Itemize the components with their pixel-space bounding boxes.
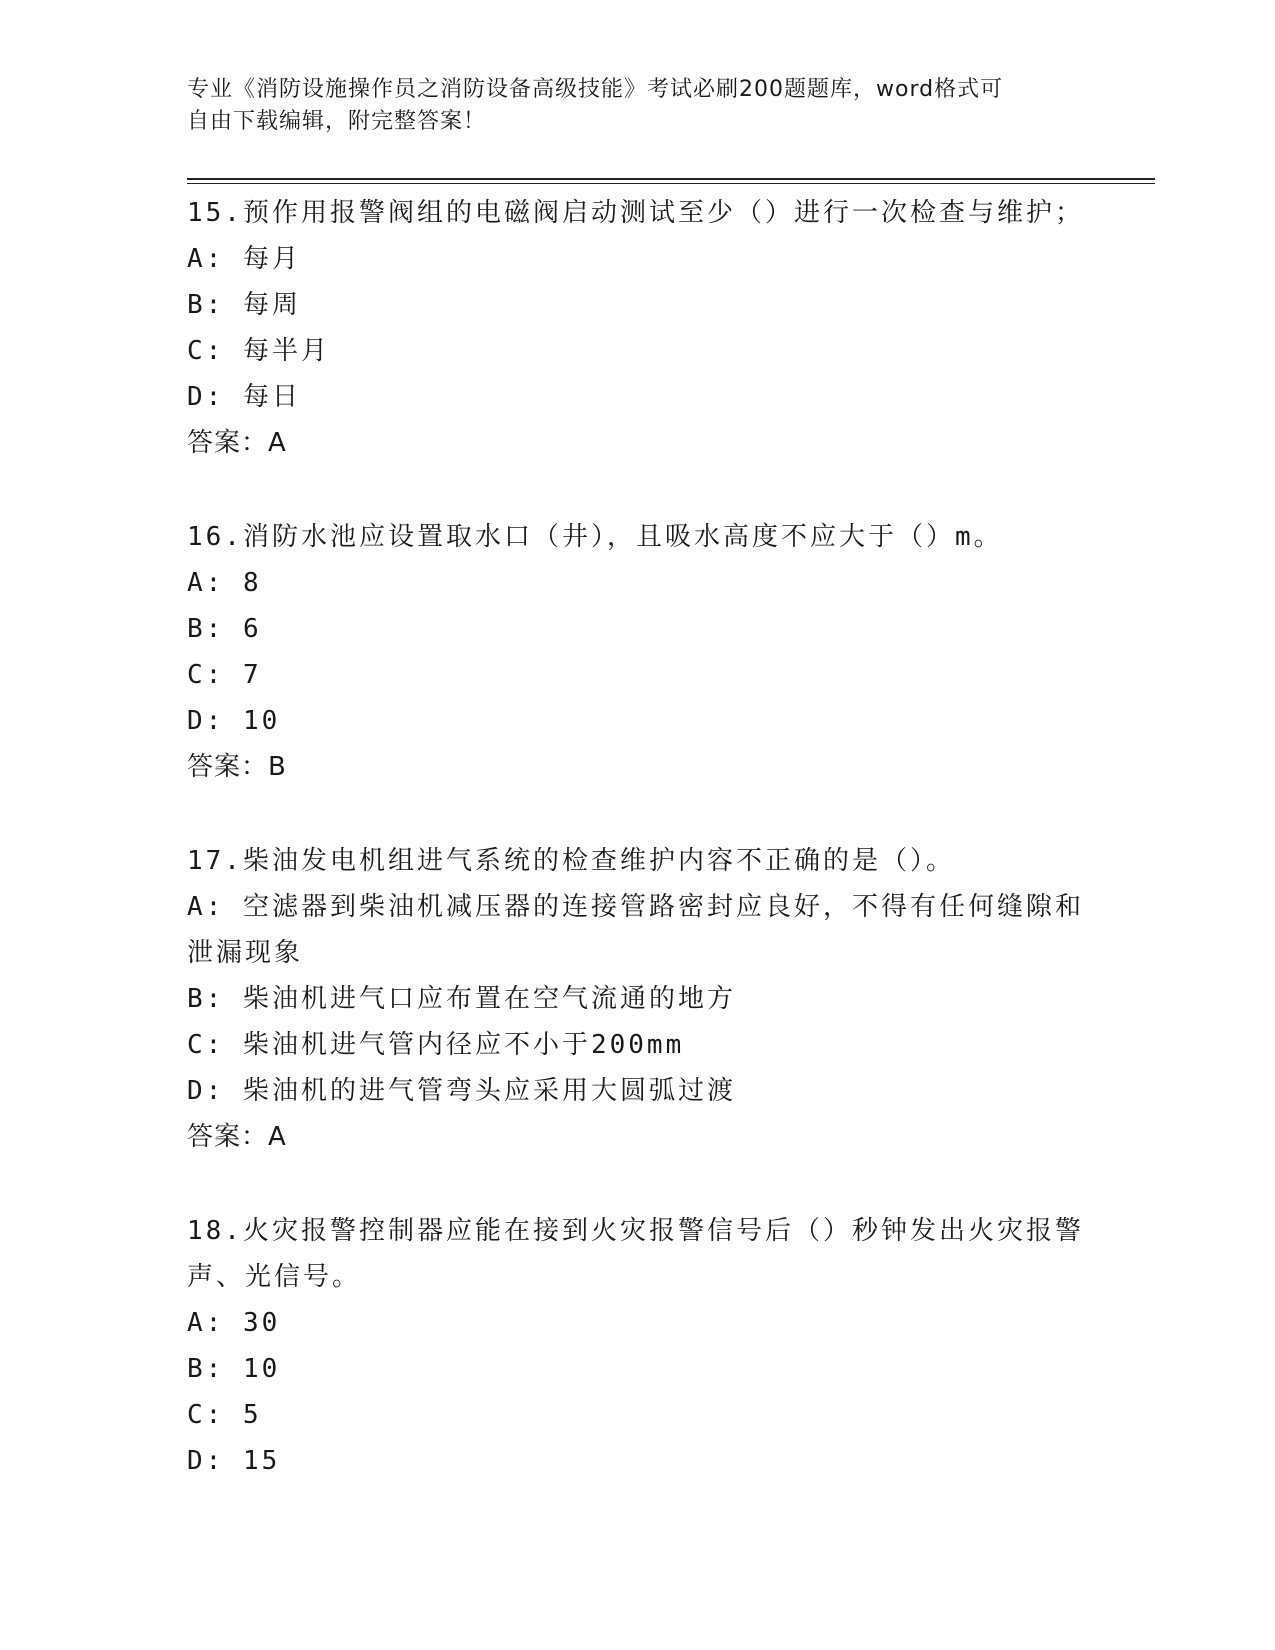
answer-label: 答案：A <box>187 1122 287 1152</box>
answer-label: 答案：B <box>187 752 287 782</box>
header-line-2: 自由下载编辑，附完整答案！ <box>187 109 487 134</box>
question-stem-continued: 声、光信号。 <box>187 1262 362 1292</box>
option-d: D: 15 <box>187 1446 281 1476</box>
option-c: C: 柴油机进气管内径应不小于200mm <box>187 1030 685 1060</box>
question-17 <box>187 838 1087 1160</box>
option-b: B: 柴油机进气口应布置在空气流通的地方 <box>187 984 736 1014</box>
option-c: C: 每半月 <box>187 336 330 366</box>
document-header <box>187 74 1067 138</box>
header-line-1: 专业《消防设施操作员之消防设备高级技能》考试必刷200题题库，word格式可 <box>187 77 1004 102</box>
option-a-continued: 泄漏现象 <box>187 938 304 968</box>
option-b: B: 6 <box>187 614 262 644</box>
question-stem: 15.预作用报警阀组的电磁阀启动测试至少（）进行一次检查与维护； <box>187 198 1084 228</box>
option-c: C: 7 <box>187 660 262 690</box>
question-stem: 18.火灾报警控制器应能在接到火灾报警信号后（）秒钟发出火灾报警 <box>187 1216 1084 1246</box>
option-d: D: 每日 <box>187 382 301 412</box>
question-15 <box>187 190 1087 466</box>
question-stem: 16.消防水池应设置取水口（井），且吸水高度不应大于（）m。 <box>187 522 1003 552</box>
option-d: D: 柴油机的进气管弯头应采用大圆弧过渡 <box>187 1076 736 1106</box>
option-c: C: 5 <box>187 1400 262 1430</box>
question-18 <box>187 1208 1087 1484</box>
option-d: D: 10 <box>187 706 281 736</box>
option-a: A: 30 <box>187 1308 281 1338</box>
answer-label: 答案：A <box>187 428 287 458</box>
header-divider-thick <box>187 178 1155 180</box>
option-a: A: 空滤器到柴油机减压器的连接管路密封应良好，不得有任何缝隙和 <box>187 892 1084 922</box>
question-stem: 17.柴油发电机组进气系统的检查维护内容不正确的是（）。 <box>187 846 955 876</box>
header-divider-thin <box>187 183 1155 184</box>
option-a: A: 每月 <box>187 244 301 274</box>
option-b: B: 每周 <box>187 290 301 320</box>
question-list <box>187 190 1087 1484</box>
option-b: B: 10 <box>187 1354 281 1384</box>
option-a: A: 8 <box>187 568 262 598</box>
question-16 <box>187 514 1087 790</box>
